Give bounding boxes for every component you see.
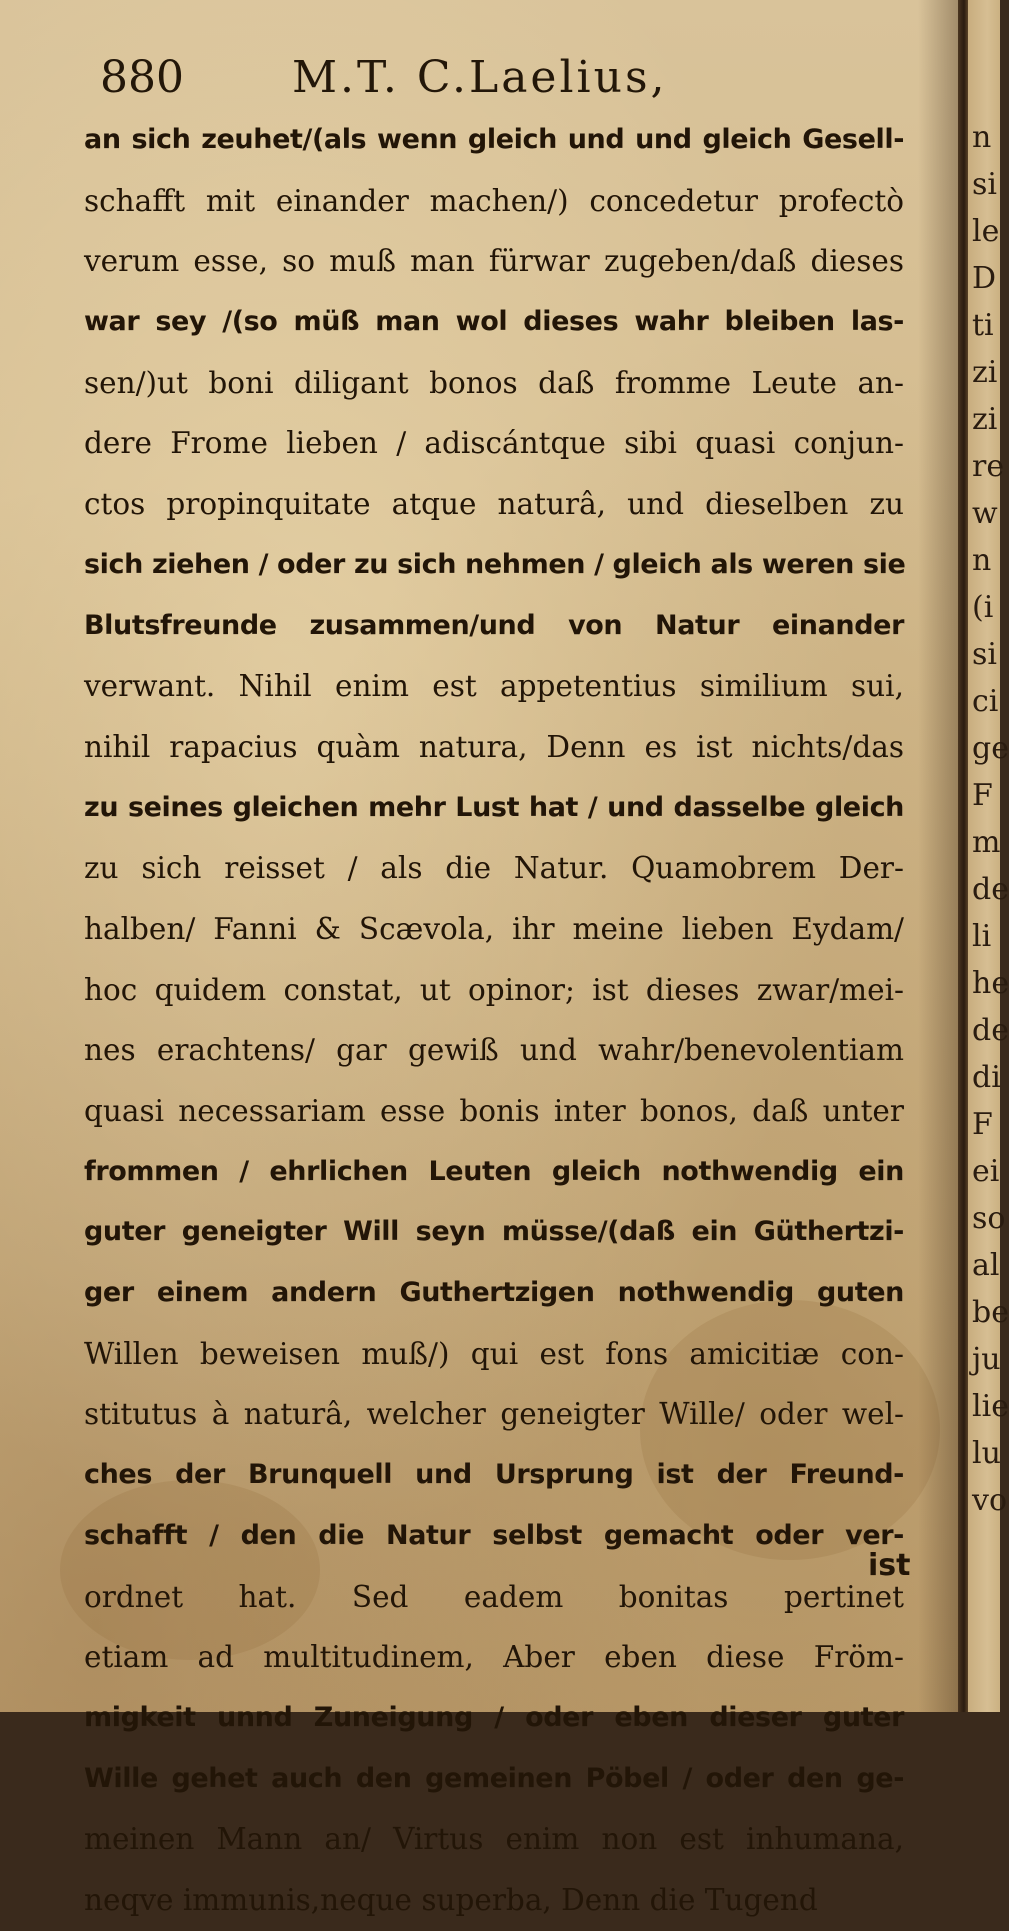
facing-page-fragment: n [972, 543, 992, 578]
facing-page-fragment: ei [972, 1154, 1000, 1189]
text-line: zu sich reisset / als die Natur. Quamobrem Der- [84, 851, 904, 886]
page-header [100, 52, 860, 112]
facing-page-fragment: he [972, 966, 1009, 1001]
facing-page-fragment: lie [972, 1389, 1009, 1424]
facing-page-fragment: ju [972, 1342, 1001, 1377]
facing-page-fragment: w [972, 496, 998, 531]
facing-page-edge [968, 0, 1009, 1712]
text-line: etiam ad multitudinem, Aber eben diese Fröm- [84, 1640, 904, 1675]
facing-page-fragment: so [972, 1201, 1006, 1236]
text-line: quasi necessariam esse bonis inter bonos, daß unter [84, 1094, 904, 1128]
facing-page-fragment: al [972, 1248, 1000, 1283]
facing-page-fragment: ci [972, 684, 999, 719]
text-line: nes erachtens/ gar gewiß und wahr/benevolentiam [84, 1033, 904, 1068]
text-line: ctos propinquitate atque naturâ, und dieselben zu [84, 487, 904, 522]
facing-page-fragment: n [972, 120, 992, 155]
page-number: 880 [100, 52, 184, 103]
text-line: ordnet hat. Sed eadem bonitas pertinet [84, 1579, 904, 1614]
facing-page-fragment: F [972, 778, 993, 813]
text-line: halben/ Fanni & Scævola, ihr meine lieben Eydam/ [84, 911, 904, 946]
facing-page-fragment: re [972, 449, 1005, 484]
running-title: M.T. C.Laelius, [292, 52, 668, 103]
text-line: hoc quidem constat, ut opinor; ist dieses zwar/mei- [84, 972, 904, 1007]
facing-page-fragment: m [972, 825, 1001, 860]
facing-page-fragment: F [972, 1107, 993, 1142]
facing-page-fragment: de [972, 1013, 1009, 1048]
text-line: dere Frome lieben / adiscántque sibi quasi conjun- [84, 426, 904, 461]
facing-page-fragment: si [972, 167, 997, 202]
facing-page-fragment: D [972, 261, 997, 296]
facing-page-fragment: (i [972, 590, 994, 625]
text-line: ches der Brunquell und Ursprung ist der Freund- [84, 1459, 904, 1491]
text-line: sen/)ut boni diligant bonos daß fromme Leute an- [84, 365, 904, 400]
text-line: neqve immunis,neque superba, Denn die Tugend [84, 1882, 818, 1917]
text-line: migkeit unnd Zuneigung / oder eben dieser guter [84, 1701, 904, 1733]
facing-page-fragment: de [972, 872, 1009, 907]
facing-page-fragment: di [972, 1060, 1001, 1095]
text-line: stitutus à naturâ, welcher geneigter Wille/ oder wel- [84, 1397, 904, 1432]
facing-page-fragment: ti [972, 308, 994, 343]
facing-page-fragment: lu [972, 1436, 1001, 1471]
text-line: ger einem andern Guthertzigen nothwendig guten [84, 1277, 904, 1309]
text-line: meinen Mann an/ Virtus enim non est inhumana, [84, 1822, 904, 1857]
facing-page-fragment: le [972, 214, 1000, 249]
text-line: an sich zeuhet/(als wenn gleich und und gleich Gesell- [84, 124, 904, 155]
facing-page-fragment: si [972, 637, 997, 672]
facing-page-fragment: zi [972, 402, 998, 437]
facing-page-fragment: be [972, 1295, 1009, 1330]
text-line: guter geneigter Will seyn müsse/(daß ein Güthertzi- [84, 1216, 904, 1248]
text-line: schafft / den die Natur selbst gemacht oder ver- [84, 1519, 904, 1551]
text-line: zu seines gleichen mehr Lust hat / und dasselbe gleich [84, 791, 904, 823]
text-line: sich ziehen / oder zu sich nehmen / gleich als weren sie [84, 548, 906, 580]
text-line: Wille gehet auch den gemeinen Pöbel / oder den ge- [84, 1762, 904, 1794]
text-line: Blutsfreunde zusammen/und von Natur einander [84, 609, 904, 641]
body-text [84, 110, 904, 1931]
book-gutter [958, 0, 968, 1712]
text-line: verum esse, so muß man fürwar zugeben/daß dieses [84, 244, 904, 279]
text-line: frommen / ehrlichen Leuten gleich nothwendig ein [84, 1155, 904, 1187]
catchword: ist [868, 1548, 911, 1583]
text-line: war sey /(so müß man wol dieses wahr bleiben las- [84, 306, 904, 338]
facing-page-fragment: li [972, 919, 992, 954]
text-line: schafft mit einander machen/) concedetur profectò [84, 183, 904, 218]
facing-page-fragment: ge [972, 731, 1009, 766]
text-line: Willen beweisen muß/) qui est fons amicitiæ con- [84, 1336, 904, 1371]
facing-page-fragment: zi [972, 355, 998, 390]
facing-page-fragment: vo [972, 1483, 1008, 1518]
text-line: nihil rapacius quàm natura, Denn es ist nichts/das [84, 729, 904, 764]
text-line: verwant. Nihil enim est appetentius similium sui, [84, 669, 904, 704]
